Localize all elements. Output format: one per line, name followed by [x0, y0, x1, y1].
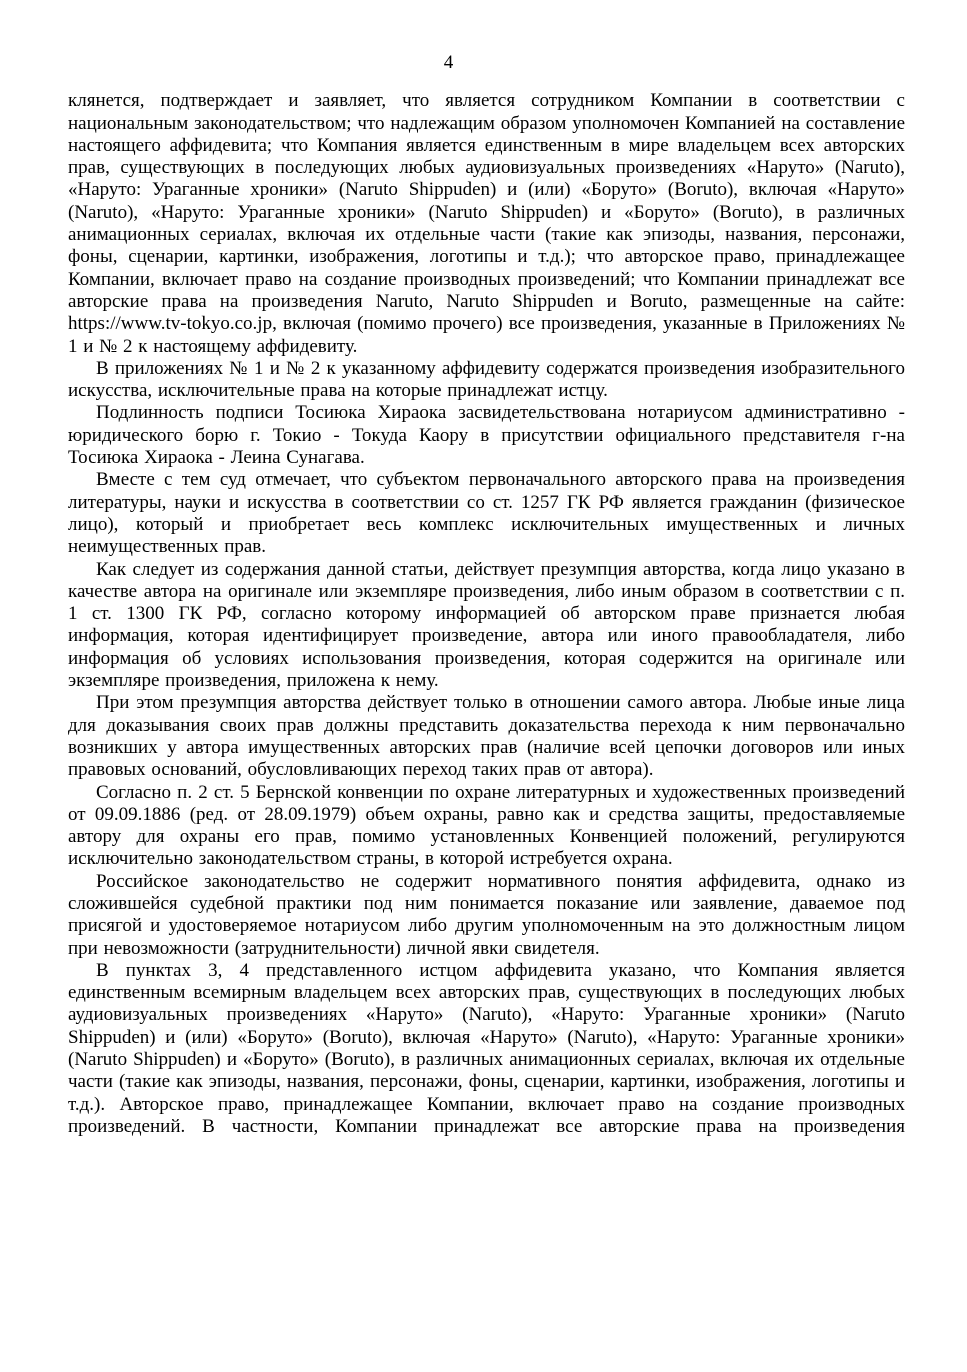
page-number: 4 — [443, 52, 454, 73]
paragraph: Подлинность подписи Тосиюка Хираока засвидетельствована нотариусом административно - юридического борю г. Токио - Токуда Каору в присутствии официального представителя г-на Тосиюка Хираока - Леина Сунагава. — [68, 402, 905, 469]
paragraph: При этом презумпция авторства действует только в отношении самого автора. Любые иные лица для доказывания своих прав должны представить доказательства перехода к ним первоначально возникших у автора имущественных авторских прав (наличие всей цепочки договоров или иных правовых оснований, обусловливающих переход таких прав от автора). — [68, 692, 905, 781]
paragraph: Вместе с тем суд отмечает, что субъектом первоначального авторского права на произведения литературы, науки и искусства в соответствии со ст. 1257 ГК РФ является гражданин (физическое лицо), который и приобретает весь комплекс исключительных имущественных и личных неимущественных прав. — [68, 469, 905, 558]
paragraph: Как следует из содержания данной статьи, действует презумпция авторства, когда лицо указано в качестве автора на оригинале или экземпляре произведения, либо иным образом в соответствии с п. 1 ст. 1300 ГК РФ, согласно которому информацией об авторском праве признается любая информация, которая идентифицирует произведение, автора или иного правообладателя, либо информация об условиях использования произведения, которая содержится на оригинале или экземпляре произведения, приложена к нему. — [68, 558, 905, 692]
paragraph: В приложениях № 1 и № 2 к указанному аффидевиту содержатся произведения изобразительного искусства, исключительные права на которые принадлежат истцу. — [68, 357, 905, 402]
paragraph: В пунктах 3, 4 представленного истцом аффидевита указано, что Компания является единственным всемирным владельцем всех авторских прав, существующих в последующих любых аудиовизуальных произведениях «Наруто» (Naruto), «Наруто: Ураганные хроники» (Naruto Shippuden) и (или) «Боруто» (Boruto), включая «Наруто» (Naruto), «Наруто: Ураганные хроники» (Naruto Shippuden) и «Боруто» (Boruto), в различных анимационных сериалах, включая их отдельные части (такие как эпизоды, названия, персонажи, фоны, сценарии, картинки, изображения, логотипы и т.д.). Авторское право, принадлежащее Компании, включает право на создание производных произведений. В частности, Компании принадлежат все авторские права на произведения — [68, 959, 905, 1137]
paragraph-continuation: клянется, подтверждает и заявляет, что является сотрудником Компании в соответствии с национальным законодательством; что надлежащим образом уполномочен Компанией на составление настоящего аффидевита; что Компания является единственным в мире владельцем всех авторских прав, существующих в последующих любых аудиовизуальных произведениях «Наруто» (Naruto), «Наруто: Ураганные хроники» (Naruto Shippuden) и (или) «Боруто» (Boruto), включая «Наруто» (Naruto), «Наруто: Ураганные хроники» (Naruto Shippuden) и «Боруто» (Boruto), в различных анимационных сериалах, включая их отдельные части (такие как эпизоды, названия, персонажи, фоны, сценарии, картинки, изображения, логотипы и т.д.); что авторское право, принадлежащее Компании, включает право на создание производных произведений; что Компании принадлежат все авторские права на произведения Naruto, Naruto Shippuden и Boruto, размещенные на сайте: https://www.tv-tokyo.co.jp, включая (помимо прочего) все произведения, указанные в Приложениях № 1 и № 2 к настоящему аффидевиту. — [68, 90, 905, 357]
paragraph: Согласно п. 2 ст. 5 Бернской конвенции по охране литературных и художественных произведений от 09.09.1886 (ред. от 28.09.1979) объем охраны, равно как и средства защиты, предоставляемые автору для охраны его прав, помимо установленных Конвенцией положений, регулируются исключительно законодательством страны, в которой истребуется охрана. — [68, 781, 905, 870]
document-body — [68, 90, 905, 1138]
paragraph: Российское законодательство не содержит нормативного понятия аффидевита, однако из сложившейся судебной практики под ним понимается показание или заявление, даваемое под присягой и удостоверяемое нотариусом либо другим уполномоченным на это должностным лицом при невозможности (затруднительности) личной явки свидетеля. — [68, 870, 905, 959]
